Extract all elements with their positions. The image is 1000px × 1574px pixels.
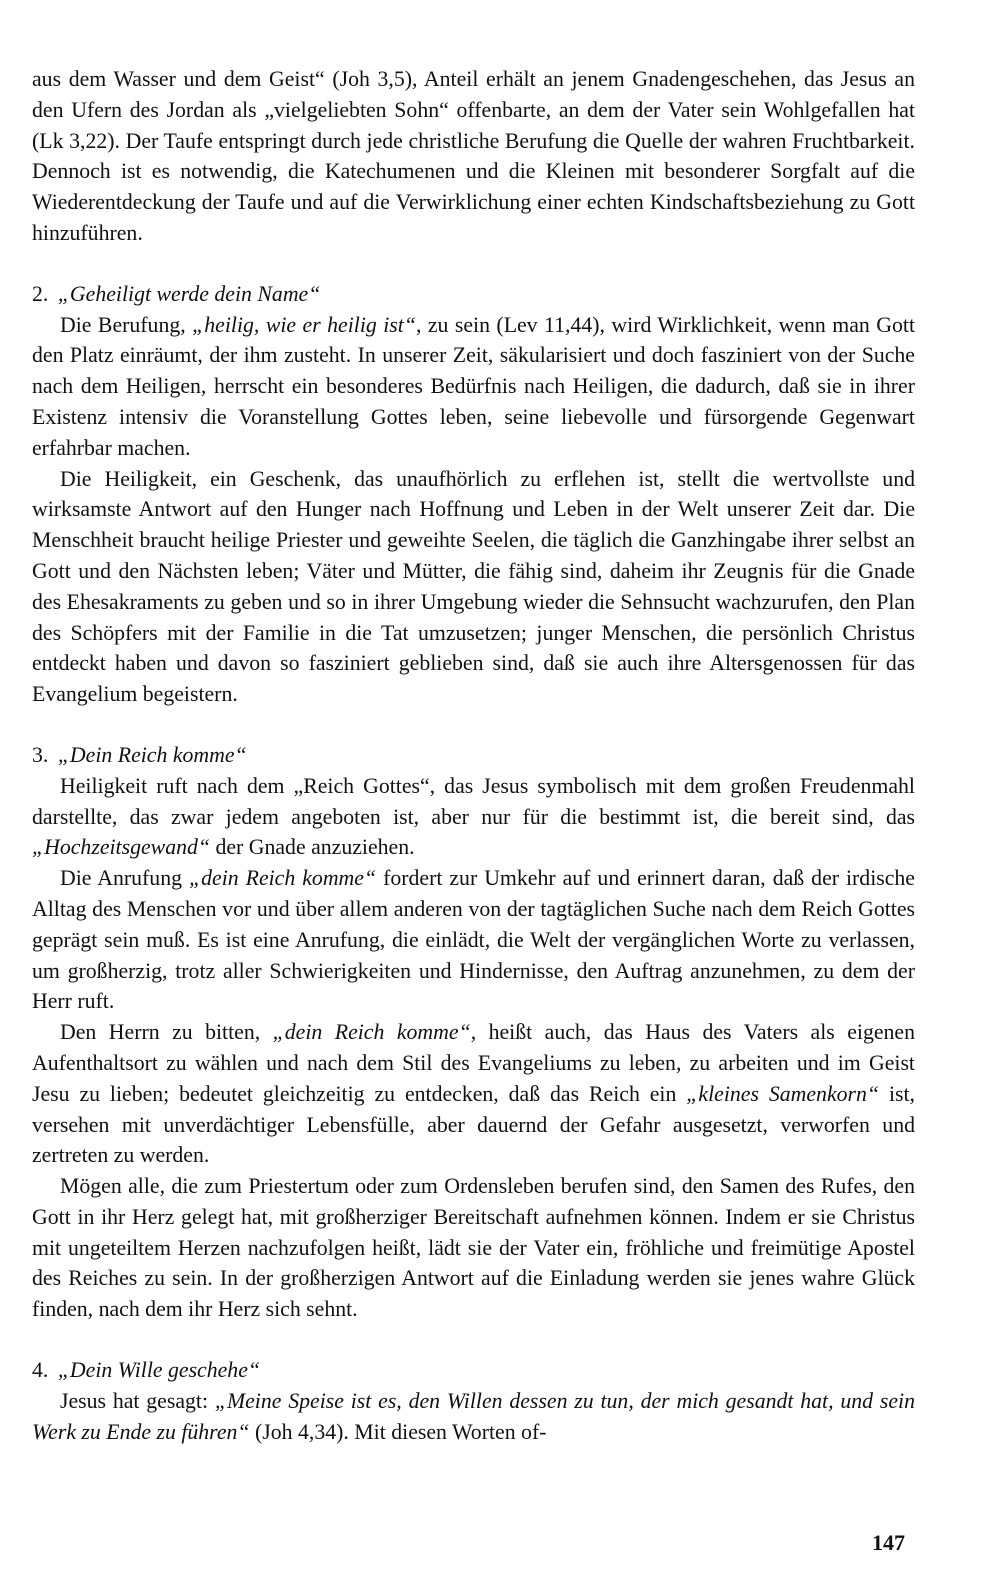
section-3-paragraph-3 <box>32 1017 915 1171</box>
text-run: Den Herrn zu bitten, <box>60 1020 273 1045</box>
section-2-paragraph-1 <box>32 310 915 464</box>
intro-paragraph: aus dem Wasser und dem Geist“ (Joh 3,5), Anteil erhält an jenem Gnadengeschehen, das Jesus an den Ufern des Jordan als „vielgeliebten Sohn“ offenbarte, an dem der Vater sein Wohlgefallen hat (Lk 3,22). Der Taufe entspringt durch jede christliche Berufung die Quelle der wahren Fruchtbarkeit. Dennoch ist es notwendig, die Katechumenen und die Kleinen mit besonderer Sorgfalt auf die Wiederentdeckung der Taufe und auf die Verwirklichung einer echten Kindschaftsbeziehung zu Gott hinzuführen. <box>32 67 915 245</box>
section-3-paragraph-4: Mögen alle, die zum Priestertum oder zum Ordensleben berufen sind, den Samen des Rufes, den Gott in ihr Herz gelegt hat, mit großherziger Bereitschaft aufnehmen können. Indem er sie Christus mit ungeteiltem Herzen nachzufolgen heißt, lädt sie der Vater ein, fröhliche und freimütige Apostel des Reiches zu sein. In der großherzigen Antwort auf die Einladung werden sie jenes wahre Glück finden, nach dem ihr Herz sich sehnt. <box>32 1174 915 1322</box>
section-2-paragraph-2: Die Heiligkeit, ein Geschenk, das unaufhörlich zu erflehen ist, stellt die wertvollste und wirksamste Antwort auf den Hunger nach Hoffnung und Leben in der Welt unserer Zeit dar. Die Menschheit braucht heilige Priester und geweihte Seelen, die täglich die Ganzhingabe ihrer selbst an Gott und den Nächsten leben; Väter und Mütter, die fähig sind, daheim ihr Zeugnis für die Gnade des Ehesakraments zu geben und so in ihrer Umgebung wieder die Sehnsucht wachzurufen, den Plan des Schöpfers mit der Familie in die Tat umzusetzen; junger Menschen, die persönlich Christus entdeckt haben und davon so fasziniert geblieben sind, daß sie auch ihre Altersgenossen für das Evangelium begeistern. <box>32 466 915 707</box>
page-number: 147 <box>872 1530 905 1555</box>
text-run: , heißt auch, das Haus des Vaters als eigenen Aufenthaltsort zu wählen und nach dem Stil des Evangeliums zu leben, zu arbeiten und im Geist Jesu zu lieben; bedeutet gleichzeitig zu entdecken, daß das Reich ein <box>32 1020 915 1106</box>
spacer <box>32 710 915 740</box>
spacer <box>32 249 915 279</box>
section-2-heading <box>32 279 915 310</box>
quoted-phrase: „Hochzeitsgewand“ <box>32 835 211 860</box>
section-2-number: 2. <box>32 281 49 306</box>
text-run: Jesus hat gesagt: <box>60 1388 215 1413</box>
quoted-phrase: „heilig, wie er heilig ist“ <box>192 312 416 337</box>
section-2-title: „Geheiligt werde dein Name“ <box>57 281 321 306</box>
section-3-paragraph-2 <box>32 863 915 1017</box>
text-run: , zu sein (Lev 11,44), wird Wirklichkeit, wenn man Gott den Platz einräumt, der ihm zusteht. In unserer Zeit, säkularisiert und doch fasziniert von der Suche nach dem Heiligen, herrscht ein besonderes Bedürfnis nach Heiligen, die dadurch, daß sie in ihrer Existenz intensiv die Voranstellung Gottes leben, seine liebevolle und fürsorgende Gegenwart erfahrbar machen. <box>32 312 915 460</box>
quoted-phrase: „kleines Samenkorn“ <box>686 1081 880 1106</box>
text-run: der Gnade anzuziehen. <box>210 835 415 860</box>
section-4-title: „Dein Wille geschehe“ <box>57 1358 260 1383</box>
section-4-paragraph-1 <box>32 1386 915 1448</box>
quoted-phrase: „Meine Speise ist es, den Willen dessen zu tun, der mich gesandt hat, und sein Werk zu Ende zu führen“ <box>32 1388 915 1444</box>
text-run: Die Anrufung <box>60 866 189 891</box>
text-run: Heiligkeit ruft nach dem „Reich Gottes“, das Jesus symbolisch mit dem großen Freudenmahl darstellte, das zwar jedem angeboten ist, aber nur für die bestimmt ist, die bereit sind, das <box>32 773 915 829</box>
section-3-number: 3. <box>32 742 49 767</box>
quoted-phrase: „dein Reich komme“ <box>189 866 377 891</box>
section-3-title: „Dein Reich komme“ <box>57 742 247 767</box>
section-4-number: 4. <box>32 1358 49 1383</box>
document-page <box>32 64 915 1447</box>
section-3-paragraph-1 <box>32 771 915 863</box>
text-run: (Joh 4,34). Mit diesen Worten of- <box>249 1419 547 1444</box>
quoted-phrase: „dein Reich komme“ <box>272 1020 471 1045</box>
text-run: Die Berufung, <box>60 312 193 337</box>
text-run: fordert zur Umkehr auf und erinnert daran, daß der irdische Alltag des Menschen vor und über allem anderen von der tagtäglichen Suche nach dem Reich Gottes geprägt sein muß. Es ist eine Anrufung, die einlädt, die Welt der vergänglichen Worte zu verlassen, um großherzig, trotz aller Schwierigkeiten und Hindernisse, den Auftrag anzunehmen, zu dem der Herr ruft. <box>32 866 915 1014</box>
text-run: ist, versehen mit unverdächtiger Lebensfülle, aber dauernd der Gefahr ausgesetzt, verworfen und zertreten zu werden. <box>32 1081 915 1168</box>
section-3-heading <box>32 740 915 771</box>
section-4-heading <box>32 1355 915 1386</box>
spacer <box>32 1325 915 1355</box>
